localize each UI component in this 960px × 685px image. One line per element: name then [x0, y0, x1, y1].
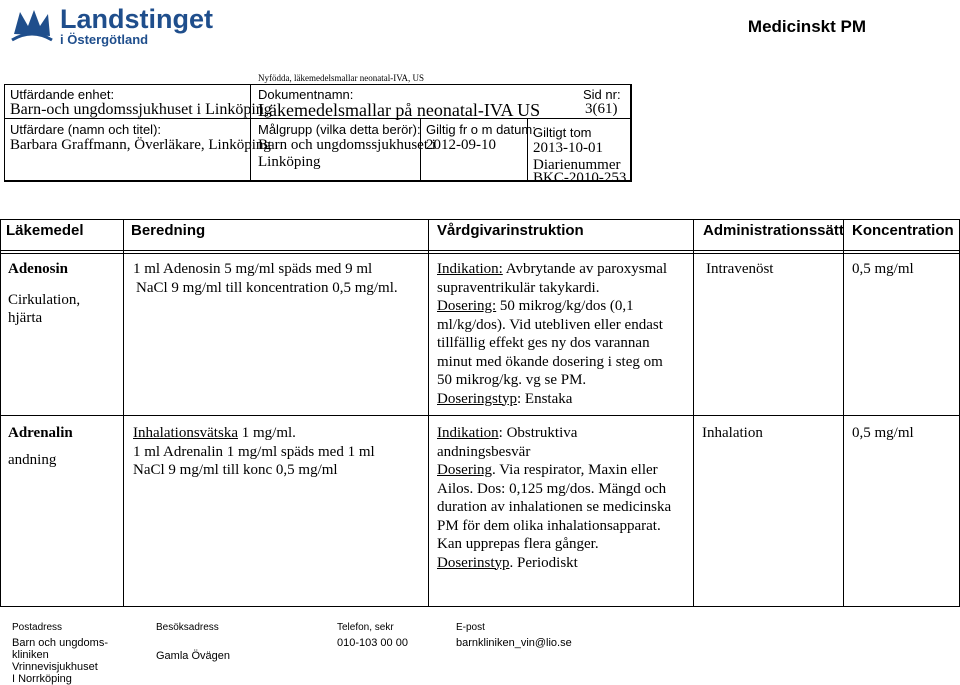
- concentration-value: 0,5 mg/ml: [852, 425, 914, 441]
- diary-label: Diarienummer: [533, 157, 621, 173]
- indication-text: : Obstruktiva: [498, 425, 578, 441]
- drug-category-line2: hjärta: [8, 310, 43, 326]
- header-instruction: Vårdgivarinstruktion: [437, 222, 584, 239]
- drug-category-line1: andning: [8, 451, 57, 468]
- logo-name: Landstinget: [60, 4, 213, 34]
- target-value-line2: Linköping: [258, 154, 321, 170]
- validfrom-label: Giltig fr o m datum:: [426, 122, 536, 137]
- header-preparation: Beredning: [131, 222, 206, 239]
- logo: [10, 6, 220, 46]
- drug-name: Adenosin: [8, 261, 69, 277]
- indication-text-2: supraventrikulär takykardi.: [437, 279, 600, 296]
- table-row: [0, 416, 960, 606]
- dosage-type-text: . Periodiskt: [509, 554, 578, 571]
- page-label: Sid nr:: [583, 87, 621, 102]
- concentration-value: 0,5 mg/ml: [852, 261, 914, 277]
- postal-line3: Vrinnevisjukhuset: [12, 661, 98, 673]
- dosage-type-text: : Enstaka: [517, 390, 573, 407]
- email-value[interactable]: barnkliniken_vin@lio.se: [456, 637, 572, 649]
- target-label: Målgrupp (vilka detta berör):: [258, 122, 421, 137]
- email-label: E-post: [456, 622, 485, 633]
- postal-line1: Barn och ungdoms-: [12, 637, 108, 649]
- landstinget-logo-icon: [10, 6, 54, 46]
- preparation-line1: 1 mg/ml.: [237, 425, 296, 441]
- postal-line2: kliniken: [12, 649, 49, 661]
- logo-subtitle: i Östergötland: [60, 32, 149, 47]
- dosage-text: 50 mikrog/kg/dos (0,1: [496, 298, 634, 314]
- phone-label: Telefon, sekr: [337, 622, 394, 633]
- dosage-text-5: Kan upprepas flera gånger.: [437, 536, 599, 552]
- footer: [0, 618, 960, 684]
- indication-label: Indikation: [437, 425, 499, 441]
- unit-label: Utfärdande enhet:: [10, 87, 115, 102]
- validfrom-value: 2012-09-10: [426, 137, 496, 153]
- preparation-line1: 1 ml Adenosin 5 mg/ml späds med 9 ml: [133, 261, 373, 277]
- administration-value: Intravenöst: [706, 261, 774, 277]
- target-value-line1: Barn och ungdomssjukhuset i: [258, 137, 436, 153]
- postal-label: Postadress: [12, 622, 63, 633]
- issuer-label: Utfärdare (namn och titel):: [10, 122, 162, 137]
- issuer-value: Barbara Graffmann, Överläkare, Linköping: [10, 137, 271, 153]
- document-type: Medicinskt PM: [747, 17, 866, 36]
- dosage-text-2: ml/kg/dos). Vid utebliven eller endast: [437, 316, 663, 333]
- preparation-form: Inhalationsvätska: [133, 425, 238, 441]
- indication-text: Avbrytande av paroxysmal: [502, 261, 668, 277]
- validto-label: Giltigt tom: [533, 125, 592, 140]
- docname-value: Läkemedelsmallar på neonatal-IVA US: [258, 100, 541, 120]
- dosage-text: . Via respirator, Maxin eller: [492, 462, 658, 478]
- table-row: [0, 254, 960, 414]
- dosage-type-label: Doseringstyp: [437, 390, 517, 407]
- preparation-line2: 1 ml Adrenalin 1 mg/ml späds med 1 ml: [133, 443, 375, 460]
- dosage-text-3: duration av inhalationen se medicinska: [437, 499, 672, 515]
- page-value: 3(61): [585, 101, 618, 117]
- header-administration: Administrationssätt: [703, 222, 844, 239]
- dosage-text-4: PM för dem olika inhalationsapparat.: [437, 517, 661, 534]
- header-concentration: Koncentration: [852, 222, 954, 239]
- administration-value: Inhalation: [702, 425, 763, 441]
- indication-text-2: andningsbesvär: [437, 443, 531, 460]
- preparation-line3: NaCl 9 mg/ml till konc 0,5 mg/ml: [133, 462, 338, 478]
- phone-value: 010-103 00 00: [337, 637, 408, 649]
- unit-value: Barn-och ungdomssjukhuset i Linköping: [10, 101, 272, 118]
- drug-category-line1: Cirkulation,: [8, 291, 81, 308]
- drug-name: Adrenalin: [8, 425, 73, 441]
- category-label: Nyfödda, läkemedelsmallar neonatal-IVA, US: [258, 73, 425, 83]
- dosage-label: Dosering: [437, 462, 492, 478]
- visit-label: Besöksadress: [156, 622, 219, 633]
- indication-label: Indikation:: [437, 261, 503, 277]
- visit-value: Gamla Övägen: [156, 650, 230, 662]
- dosage-text-5: 50 mikrog/kg. vg se PM.: [437, 372, 587, 388]
- diary-value: BKC-2010-253: [533, 170, 627, 186]
- docname-label: Dokumentnamn:: [258, 87, 354, 102]
- preparation-line2: NaCl 9 mg/ml till koncentration 0,5 mg/ml.: [136, 279, 398, 296]
- dosage-text-4: minut med ökande dosering i steg om: [437, 353, 663, 370]
- dosage-text-3: tillfällig effekt ges ny dos varannan: [437, 335, 650, 351]
- dosage-type-label: Doserinstyp: [437, 554, 510, 571]
- dosage-label: Dosering:: [437, 298, 497, 314]
- header-drug: Läkemedel: [6, 222, 84, 239]
- postal-line4: I Norrköping: [12, 673, 72, 685]
- validto-value: 2013-10-01: [533, 140, 603, 156]
- dosage-text-2: Ailos. Dos: 0,125 mg/dos. Mängd och: [437, 480, 667, 497]
